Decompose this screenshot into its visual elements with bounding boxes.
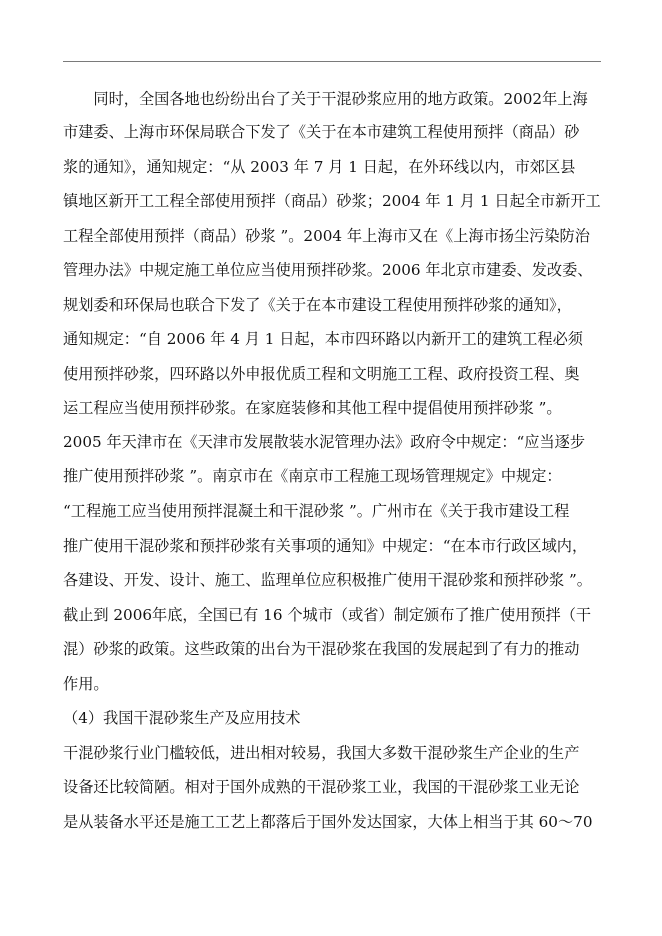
- paragraph-line: 工程全部使用预拌（商品）砂浆 ”。2004 年上海市又在《上海市扬尘污染防治: [63, 227, 590, 245]
- paragraph-line: 推广使用干混砂浆和预拌砂浆有关事项的通知》中规定：“在本市行政区域内，: [63, 537, 588, 555]
- paragraph-line: “工程施工应当使用预拌混凝土和干混砂浆 ”。广州市在《关于我市建设工程: [63, 502, 570, 520]
- paragraph-line: 运工程应当使用预拌砂浆。在家庭装修和其他工程中提倡使用预拌砂浆 ”。: [63, 399, 562, 417]
- paragraph-line: 使用预拌砂浆，四环路以外申报优质工程和文明施工工程、政府投资工程、奥: [63, 365, 580, 383]
- paragraph-line: 同时，全国各地也纷纷出台了关于干混砂浆应用的地方政策。2002年上海: [63, 90, 588, 108]
- header-rule: [63, 61, 601, 62]
- paragraph-line: 作用。: [63, 675, 109, 693]
- paragraph-line: 混）砂浆的政策。这些政策的出台为干混砂浆在我国的发展起到了有力的推动: [63, 640, 580, 658]
- paragraph-line: 干混砂浆行业门槛较低，进出相对较易，我国大多数干混砂浆生产企业的生产: [63, 744, 580, 762]
- paragraph-line: 截止到 2006年底，全国已有 16 个城市（或省）制定颁布了推广使用预拌（干: [63, 606, 592, 624]
- section-heading: （4）我国干混砂浆生产及应用技术: [63, 709, 301, 727]
- paragraph-line: 市建委、上海市环保局联合下发了《关于在本市建筑工程使用预拌（商品）砂: [63, 123, 580, 141]
- paragraph-line: 2005 年天津市在《天津市发展散装水泥管理办法》政府令中规定：“应当逐步: [63, 433, 586, 451]
- paragraph-line: 推广使用预拌砂浆 ”。南京市在《南京市工程施工现场管理规定》中规定：: [63, 467, 562, 485]
- paragraph-line: 镇地区新开工工程全部使用预拌（商品）砂浆；2004 年 1 月 1 日起全市新开工: [63, 192, 601, 210]
- paragraph-line: 规划委和环保局也联合下发了《关于在本市建设工程使用预拌砂浆的通知》，: [63, 296, 572, 314]
- paragraph-line: 通知规定：“自 2006 年 4 月 1 日起，本市四环路以内新开工的建筑工程必须: [63, 330, 583, 348]
- paragraph-line: 是从装备水平还是施工工艺上都落后于国外发达国家，大体上相当于其 60～70: [63, 813, 593, 831]
- paragraph-line: 各建设、开发、设计、施工、监理单位应积极推广使用干混砂浆和预拌砂浆 ”。: [63, 571, 592, 589]
- paragraph-line: 浆的通知》，通知规定：“从 2003 年 7 月 1 日起，在外环线以内，市郊区县: [63, 158, 576, 176]
- paragraph-line: 设备还比较简陋。相对于国外成熟的干混砂浆工业，我国的干混砂浆工业无论: [63, 778, 580, 796]
- paragraph-line: 管理办法》中规定施工单位应当使用预拌砂浆。2006 年北京市建委、发改委、: [63, 261, 593, 279]
